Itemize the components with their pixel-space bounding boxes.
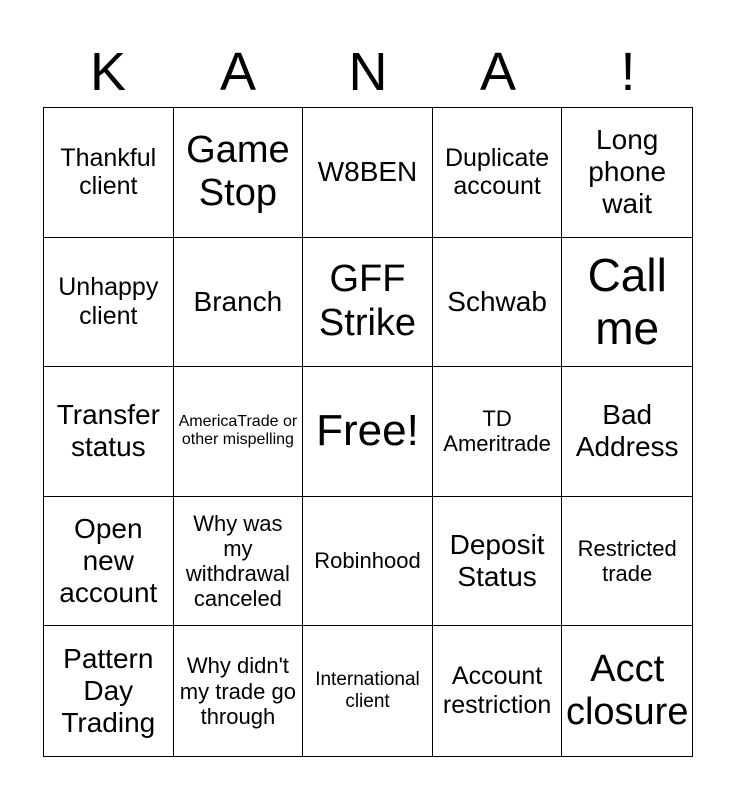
bingo-cell[interactable]: Game Stop [174, 108, 304, 238]
bingo-cell[interactable]: Deposit Status [433, 497, 563, 627]
bingo-cell[interactable]: Bad Address [562, 367, 692, 497]
bingo-card-grid [43, 107, 693, 757]
bingo-cell[interactable]: Schwab [433, 238, 563, 368]
bingo-cell[interactable]: Duplicate account [433, 108, 563, 238]
bingo-cell[interactable]: Why didn't my trade go through [174, 626, 304, 756]
bingo-cell[interactable]: International client [303, 626, 433, 756]
bingo-cell[interactable]: Restricted trade [562, 497, 692, 627]
header-letter-1: K [89, 42, 127, 102]
bingo-cell[interactable]: Branch [174, 238, 304, 368]
bingo-cell[interactable]: Account restriction [433, 626, 563, 756]
bingo-cell[interactable]: AmericaTrade or other mispelling [174, 367, 304, 497]
bingo-cell[interactable]: Thankful client [44, 108, 174, 238]
bingo-cell[interactable]: Robinhood [303, 497, 433, 627]
bingo-cell[interactable]: Why was my withdrawal canceled [174, 497, 304, 627]
free-space-cell[interactable]: Free! [303, 367, 433, 497]
bingo-cell[interactable]: Long phone wait [562, 108, 692, 238]
bingo-cell[interactable]: W8BEN [303, 108, 433, 238]
header-letter-3: N [348, 42, 388, 102]
bingo-cell[interactable]: TD Ameritrade [433, 367, 563, 497]
bingo-cell[interactable]: Pattern Day Trading [44, 626, 174, 756]
bingo-cell[interactable]: Unhappy client [44, 238, 174, 368]
bingo-header [43, 36, 693, 108]
bingo-cell[interactable]: Acct closure [565, 647, 689, 734]
bingo-cell[interactable]: GFF Strike [303, 238, 433, 368]
bingo-cell[interactable]: Open new account [44, 497, 174, 627]
bingo-cell[interactable]: Call me [562, 238, 692, 368]
header-letter-4: A [479, 42, 517, 102]
header-letter-2: A [219, 42, 257, 102]
bingo-cell[interactable]: Transfer status [44, 367, 174, 497]
header-letter-5: ! [620, 42, 636, 102]
